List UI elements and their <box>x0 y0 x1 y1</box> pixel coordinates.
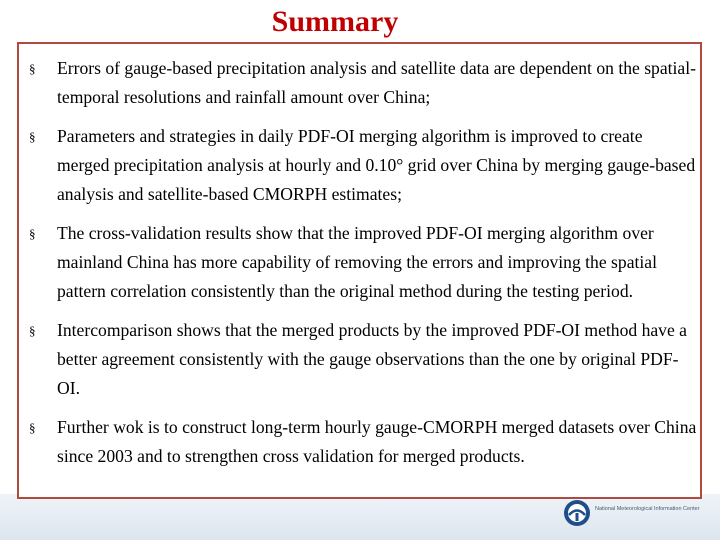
footer-organization-name: National Meteorological Information Center <box>595 506 700 512</box>
bullet-marker-icon: § <box>29 129 36 144</box>
bullet-marker-icon: § <box>29 226 36 241</box>
bullet-item <box>29 122 699 209</box>
bullet-item <box>29 54 699 112</box>
bullet-marker-icon: § <box>29 420 36 435</box>
nmic-logo-icon <box>562 498 592 528</box>
slide-title: Summary <box>271 5 399 38</box>
bullet-text: Parameters and strategies in daily PDF-OI merging algorithm is improved to create merged precipitation analysis at hourly and 0.10° grid over China by merging gauge-based analysis and satellite-based CMORPH estimates; <box>57 126 696 204</box>
bullet-item <box>29 413 699 471</box>
bullet-marker-icon: § <box>29 61 36 76</box>
summary-content-box <box>17 42 702 499</box>
bullet-text: Errors of gauge-based precipitation analysis and satellite data are dependent on the spatial-temporal resolutions and rainfall amount over China; <box>57 58 696 107</box>
bullet-item <box>29 219 699 306</box>
bullet-marker-icon: § <box>29 323 36 338</box>
bullet-item <box>29 316 699 403</box>
bullet-text: Further wok is to construct long-term hourly gauge-CMORPH merged datasets over China since 2003 and to strengthen cross validation for merged products. <box>57 417 697 466</box>
bullet-list <box>29 54 699 481</box>
footer-bar <box>0 494 720 540</box>
bullet-text: Intercomparison shows that the merged products by the improved PDF-OI method have a better agreement consistently with the gauge observations than the one by original PDF-OI. <box>57 320 687 398</box>
bullet-text: The cross-validation results show that the improved PDF-OI merging algorithm over mainland China has more capability of removing the errors and improving the spatial pattern correlation consistently than the original method during the testing period. <box>57 223 657 301</box>
